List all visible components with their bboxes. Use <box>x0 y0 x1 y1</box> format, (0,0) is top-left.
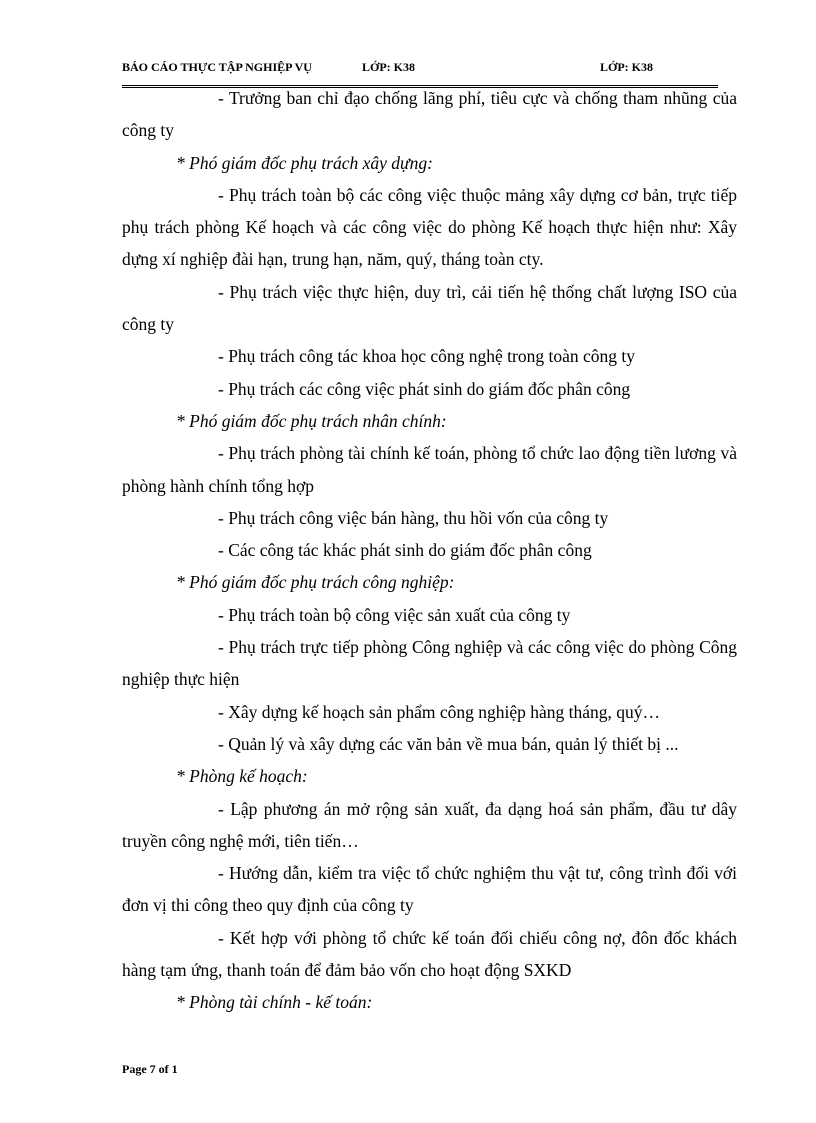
bullet-paragraph: - Hướng dẫn, kiểm tra việc tổ chức nghiệm thu vật tư, công trình đối với đơn vị thi công theo quy định của công ty <box>122 863 737 916</box>
bullet-line: - Xây dựng kế hoạch sản phẩm công nghiệp hàng tháng, quý… <box>218 701 661 722</box>
bullet-paragraph: - Trưởng ban chỉ đạo chống lãng phí, tiêu cực và chống tham nhũng của công ty <box>122 88 737 141</box>
bullet-line: - Phụ trách toàn bộ công việc sản xuất của công ty <box>218 604 571 625</box>
section-heading: * Phòng tài chính - kế toán: <box>176 992 373 1013</box>
bullet-line: - Các công tác khác phát sinh do giám đốc phân công <box>218 540 592 561</box>
bullet-paragraph: - Phụ trách toàn bộ các công việc thuộc mảng xây dựng cơ bản, trực tiếp phụ trách phòng Kế hoạch và các công việc do phòng Kế hoạch thực hiện như: Xây dựng xí nghiệp đài hạn, trung hạn, năm, quý, tháng toàn cty. <box>122 184 737 270</box>
section-heading: * Phòng kế hoạch: <box>176 766 308 787</box>
page-footer <box>122 1062 178 1077</box>
section-heading: * Phó giám đốc phụ trách nhân chính: <box>176 410 447 431</box>
bullet-line: - Phụ trách các công việc phát sinh do giám đốc phân công <box>218 378 631 399</box>
bullet-paragraph: - Phụ trách trực tiếp phòng Công nghiệp và các công việc do phòng Công nghiệp thực hiện <box>122 637 737 690</box>
bullet-paragraph: - Phụ trách phòng tài chính kế toán, phòng tổ chức lao động tiền lương và phòng hành chính tổng hợp <box>122 443 737 496</box>
bullet-line: - Phụ trách công tác khoa học công nghệ trong toàn công ty <box>218 346 635 367</box>
bullet-line: - Phụ trách công việc bán hàng, thu hồi vốn của công ty <box>218 507 609 528</box>
header-class-label-right: LỚP: K38 <box>600 60 653 74</box>
bullet-line: - Quản lý và xây dựng các văn bản về mua bán, quản lý thiết bị ... <box>218 733 679 754</box>
bullet-paragraph: - Kết hợp với phòng tổ chức kế toán đối chiếu công nợ, đôn đốc khách hàng tạm ứng, thanh toán để đảm bảo vốn cho hoạt động SXKD <box>122 927 737 981</box>
header-class-label: LỚP: K38 <box>362 60 415 74</box>
bullet-paragraph: - Phụ trách việc thực hiện, duy trì, cải tiến hệ thống chất lượng ISO của công ty <box>122 281 737 335</box>
section-heading: * Phó giám đốc phụ trách xây dựng: <box>176 152 433 173</box>
section-heading: * Phó giám đốc phụ trách công nghiệp: <box>176 572 455 593</box>
page-number: Page 7 of 1 <box>122 1062 178 1076</box>
header-report-title: BÁO CÁO THỰC TẬP NGHIỆP VỤ <box>122 60 312 74</box>
page-header <box>122 60 718 80</box>
document-body <box>122 82 737 1019</box>
bullet-paragraph: - Lập phương án mở rộng sản xuất, đa dạng hoá sản phẩm, đầu tư dây truyền công nghệ mới, tiên tiến… <box>122 798 737 851</box>
